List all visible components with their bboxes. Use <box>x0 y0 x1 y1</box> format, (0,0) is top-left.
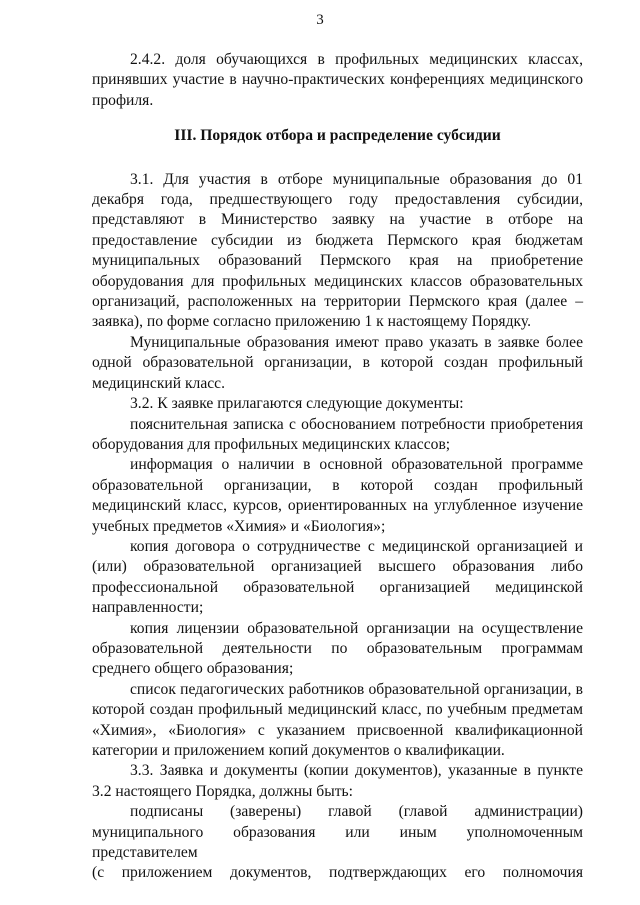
paragraph-2-4-2: 2.4.2. доля обучающихся в профильных медицинских классах, принявших участие в научно-практических конференциях медицинского профиля. <box>92 51 583 109</box>
paragraph-cooperation-contract: копия договора о сотрудничестве с медицинской организацией и (или) образовательной организацией высшего образования либо профессиональной образовательной организацией медицинской направленности; <box>92 537 583 617</box>
section-heading: III. Порядок отбора и распределение субсидии <box>174 127 501 145</box>
paragraph-explanatory-note: пояснительная записка с обоснованием потребности приобретения оборудования для профильных медицинских классов; <box>92 415 583 453</box>
page-number: 3 <box>316 12 324 28</box>
paragraph-trailing-line: (с приложением документов, подтверждающих его полномочия <box>92 864 583 882</box>
paragraph-3-3: 3.3. Заявка и документы (копии документов), указанные в пункте 3.2 настоящего Порядка, должны быть: <box>92 762 583 800</box>
paragraph-3-1: 3.1. Для участия в отборе муниципальные образования до 01 декабря года, предшествующего году предоставления субсидии, представляют в Министерство заявку на участие в отборе на предоставление субсидии из бюджета Пермского края бюджетам муниципальных образований Пермского края на приобретение оборудования для профильных медицинских классов образовательных организаций, расположенных на территории Пермского края (далее – заявка), по форме согласно приложению 1 к настоящему Порядку. <box>92 170 583 331</box>
paragraph-program-info: информация о наличии в основной образовательной программе образовательной организации, в которой создан профильный медицинский класс, курсов, ориентированных на углубленное изучение учебных предметов «Химия» и «Биология»; <box>92 456 583 535</box>
paragraph-3-2: 3.2. К заявке прилагаются следующие документы: <box>130 395 464 413</box>
paragraph-teachers-list: список педагогических работников образовательной организации, в которой создан профильный медицинский класс, по учебным предметам «Химия», «Биология» с указанием присвоенной квалификационной категории и приложением копий документов о квалификации. <box>92 680 583 759</box>
document-body <box>92 50 583 884</box>
paragraph-municipal-right: Муниципальные образования имеют право указать в заявке более одной образовательной организации, в которой создан профильный медицинский класс. <box>92 333 583 392</box>
paragraph-signed: подписаны (заверены) главой (главой администрации) муниципального образования или иным уполномоченным представителем <box>92 803 583 862</box>
paragraph-license-copy: копия лицензии образовательной организации на осуществление образовательной деятельности по образовательным программам среднего общего образования; <box>92 619 583 678</box>
